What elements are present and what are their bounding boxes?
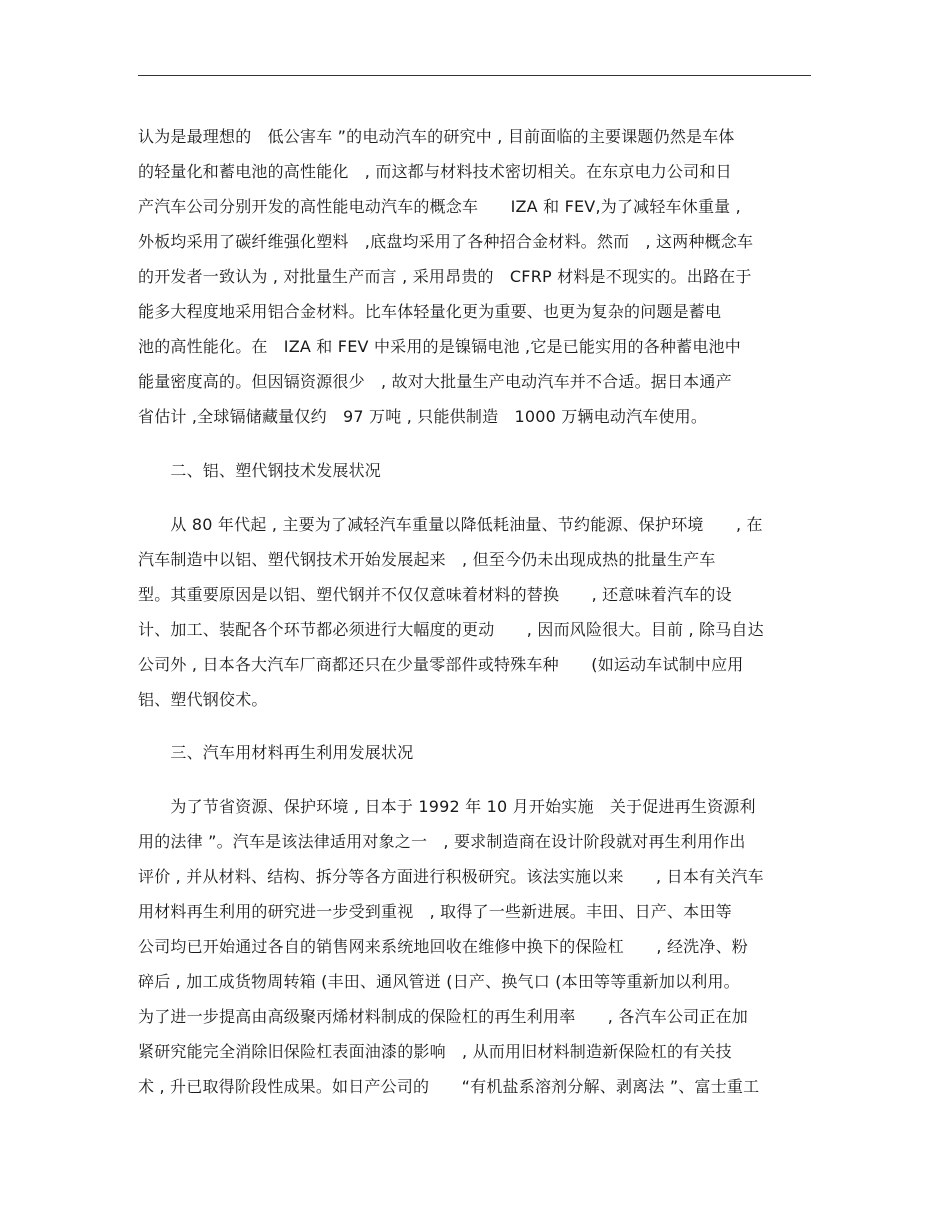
paragraph-1-line: 省估计 ,全球镉储藏量仅约 97 万吨 , 只能供制造 1000 万辆电动汽车使用。	[138, 407, 708, 426]
paragraph-1-line: 认为是最理想的 低公害车 ”的电动汽车的研究中 , 目前面临的主要课题仍然是车体	[138, 127, 735, 146]
paragraph-3-line: 为了进一步提高由高级聚丙烯材料制成的保险杠的再生利用率 , 各汽车公司正在加	[138, 1007, 748, 1026]
paragraph-3-line: 为了节省资源、保护环境 , 日本于 1992 年 10 月开始实施 关于促进再生资源利	[138, 797, 756, 816]
paragraph-1-line: 的轻量化和蓄电池的高性能化 , 而这都与材料技术密切相关。在东京电力公司和日	[138, 162, 732, 181]
paragraph-2-line: 汽车制造中以铝、塑代钢技术开始发展起来 , 但至今仍未出现成热的批量生产车	[138, 550, 716, 569]
section-heading-3: 三、汽车用材料再生利用发展状况	[138, 743, 414, 762]
paragraph-1-line: 能量密度高的。但因镉资源很少 , 故对大批量生产电动汽车并不合适。据日本通产	[138, 372, 732, 391]
paragraph-3-line: 碎后 , 加工成货物周转箱 (丰田、通风管迸 (日产、换气口 (本田等等重新加以利用。	[138, 972, 740, 991]
paragraph-2-line: 型。其重要原因是以铝、塑代钢并不仅仅意味着材料的替换 , 还意味着汽车的设	[138, 585, 732, 604]
paragraph-3-line: 用的法律 ”。汽车是该法律适用对象之一 , 要求制造商在设计阶段就对再生利用作出	[138, 832, 746, 851]
paragraph-2-line: 从 80 年代起 , 主要为了减轻汽车重量以降低耗油量、节约能源、保护环境 , 在	[138, 515, 763, 534]
paragraph-2-line: 公司外 , 日本各大汽车厂商都还只在少量零部件或特殊车种 (如运动车试制中应用	[138, 655, 744, 674]
paragraph-1-line: 外板均采用了碳纤维强化塑料 ,底盘均采用了各种招合金材料。然而 , 这两种概念车	[138, 232, 754, 251]
paragraph-3-line: 术 , 升已取得阶段性成果。如日产公司的 “有机盐系溶剂分解、剥离法 ”、富士重工	[138, 1077, 760, 1096]
section-heading-2: 二、铝、塑代钢技术发展状况	[138, 461, 382, 480]
paragraph-3-line: 评价 , 并从材料、结构、拆分等各方面进行积极研究。该法实施以来 , 日本有关汽车	[138, 867, 764, 886]
paragraph-3-line: 紧研究能完全消除旧保险杠表面油漆的影响 , 从而用旧材料制造新保险杠的有关技	[138, 1042, 732, 1061]
paragraph-2-line: 铝、塑代钢佼术。	[138, 690, 268, 709]
paragraph-3-line: 公司均已开始通过各自的销售网来系统地回收在维修中换下的保险杠 , 经洗净、粉	[138, 937, 748, 956]
paragraph-1-line: 能多大程度地采用铝合金材料。比车体轻量化更为重要、也更为复杂的问题是蓄电	[138, 302, 722, 321]
paragraph-2-line: 计、加工、装配各个环节都必须进行大幅度的更动 , 因而风险很大。目前 , 除马自达	[138, 620, 764, 639]
paragraph-1-line: 的开发者一致认为 , 对批量生产而言 , 采用昂贵的 CFRP 材料是不现实的。出路在于	[138, 267, 752, 286]
header-rule	[138, 75, 811, 76]
paragraph-1-line: 池的高性能化。在 IZA 和 FEV 中采用的是镍镉电池 ,它是已能实用的各种蓄电池中	[138, 337, 741, 356]
paragraph-1-line: 产汽车公司分别开发的高性能电动汽车的概念车 IZA 和 FEV,为了减轻车休重量 ,	[138, 197, 741, 216]
paragraph-3-line: 用材料再生利用的研究进一步受到重视 , 取得了一些新进展。丰田、日产、本田等	[138, 902, 732, 921]
